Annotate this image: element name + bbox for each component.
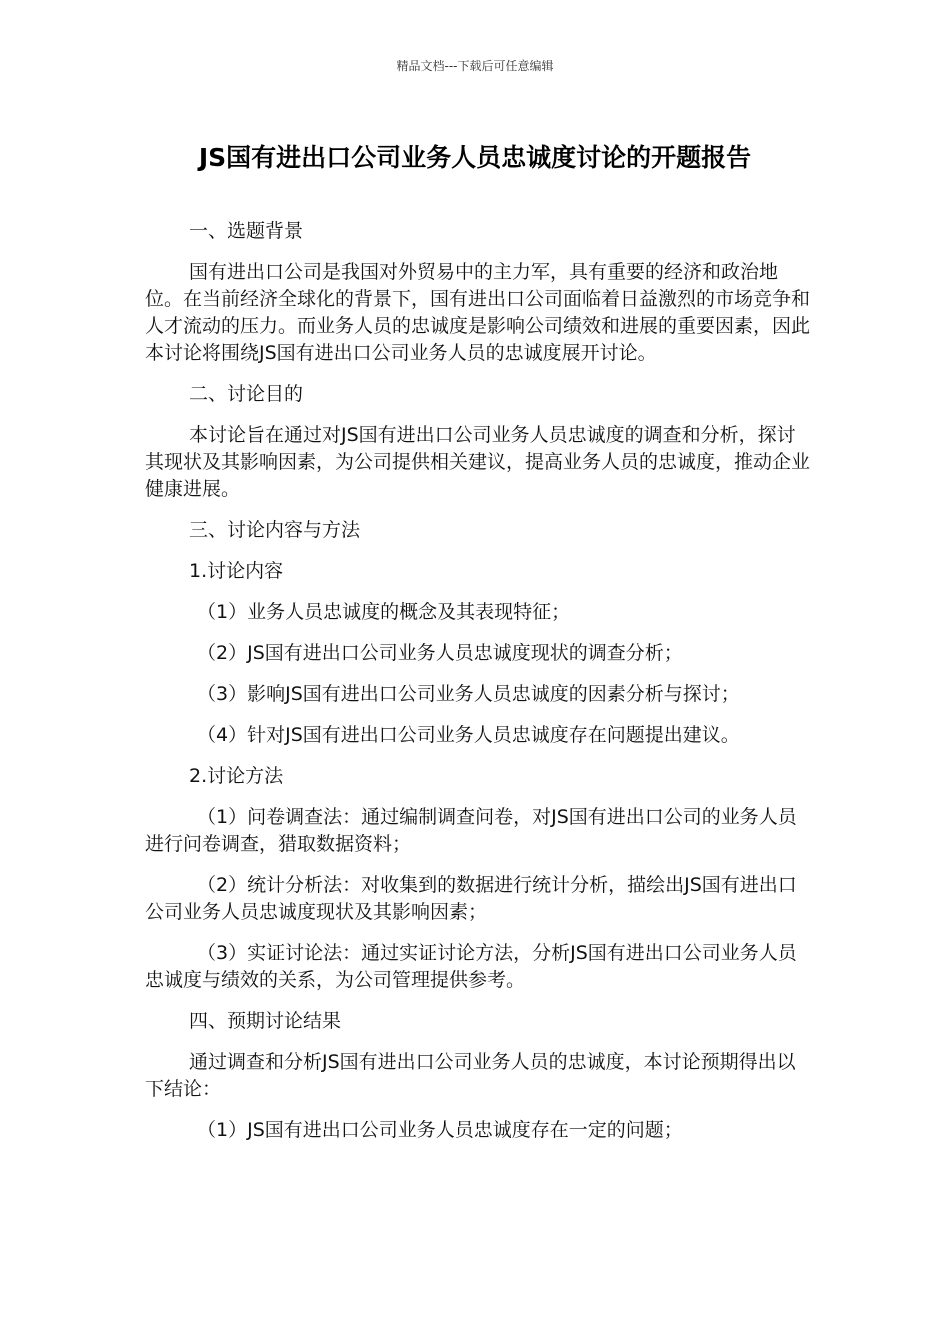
section-heading-content-method: 三、讨论内容与方法	[189, 519, 361, 541]
paragraph-background: 国有进出口公司是我国对外贸易中的主力军，具有重要的经济和政治地位。在当前经济全球化的背景下，国有进出口公司面临着日益激烈的市场竞争和人才流动的压力。而业务人员的忠诚度是影响公司绩效和进展的重要因素，因此本讨论将围绕JS国有进出口公司业务人员的忠诚度展开讨论。	[145, 261, 811, 364]
document-title: JS国有进出口公司业务人员忠诚度讨论的开题报告	[198, 143, 752, 172]
content-item-4: （4）针对JS国有进出口公司业务人员忠诚度存在问题提出建议。	[197, 724, 740, 746]
section-heading-purpose: 二、讨论目的	[189, 383, 304, 405]
paragraph-purpose: 本讨论旨在通过对JS国有进出口公司业务人员忠诚度的调查和分析，探讨其现状及其影响因素，为公司提供相关建议，提高业务人员的忠诚度，推动企业健康进展。	[145, 424, 811, 500]
content-item-1: （1）业务人员忠诚度的概念及其表现特征；	[197, 601, 571, 623]
paragraph-expected-results: 通过调查和分析JS国有进出口公司业务人员的忠诚度，本讨论预期得出以下结论：	[145, 1051, 796, 1100]
result-item-1: （1）JS国有进出口公司业务人员忠诚度存在一定的问题；	[197, 1119, 683, 1141]
method-item-2: （2）统计分析法：对收集到的数据进行统计分析，描绘出JS国有进出口公司业务人员忠诚度现状及其影响因素；	[145, 874, 797, 923]
content-item-3: （3）影响JS国有进出口公司业务人员忠诚度的因素分析与探讨；	[197, 683, 740, 705]
content-item-2: （2）JS国有进出口公司业务人员忠诚度现状的调查分析；	[197, 642, 683, 664]
subheading-method: 2.讨论方法	[189, 765, 284, 787]
document-body	[145, 218, 810, 1158]
header-note: 精品文档---下载后可任意编辑	[396, 59, 554, 73]
method-item-3: （3）实证讨论法：通过实证讨论方法，分析JS国有进出口公司业务人员忠诚度与绩效的关系，为公司管理提供参考。	[145, 942, 797, 991]
section-heading-expected-results: 四、预期讨论结果	[189, 1010, 342, 1032]
section-heading-background: 一、选题背景	[189, 220, 304, 242]
subheading-content: 1.讨论内容	[189, 560, 284, 582]
method-item-1: （1）问卷调查法：通过编制调查问卷，对JS国有进出口公司的业务人员进行问卷调查，猎取数据资料；	[145, 806, 797, 855]
